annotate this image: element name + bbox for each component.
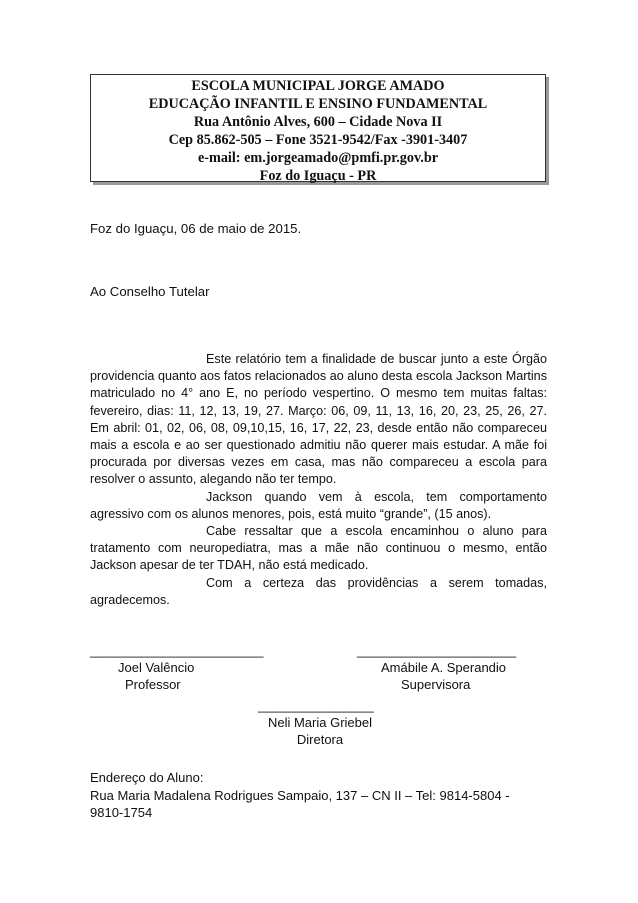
signer-role: Diretora — [296, 732, 344, 747]
school-phone: Cep 85.862-505 – Fone 3521-9542/Fax -3901-3407 — [168, 132, 468, 149]
signature-professor — [90, 642, 266, 693]
school-name: ESCOLA MUNICIPAL JORGE AMADO — [191, 78, 445, 94]
body-paragraph: Com a certeza das providências a serem tomadas, agradecemos. — [90, 575, 547, 607]
signer-name: Neli Maria Griebel — [267, 715, 373, 730]
signer-name: Joel Valêncio — [118, 660, 195, 675]
address-line: 9810-1754 — [90, 805, 153, 820]
address-label: Endereço do Aluno: — [90, 770, 204, 785]
school-level: EDUCAÇÃO INFANTIL E ENSINO FUNDAMENTAL — [148, 96, 488, 113]
signature-supervisor — [357, 642, 527, 693]
recipient-line: Ao Conselho Tutelar — [90, 284, 210, 299]
address-line: Rua Maria Madalena Rodrigues Sampaio, 137 – CN II – Tel: 9814-5804 - — [90, 787, 510, 803]
letter-body — [90, 351, 547, 609]
school-city: Foz do Iguaçu - PR — [259, 168, 377, 185]
signer-name: Amábile A. Sperandio — [381, 660, 507, 675]
signature-line: ______________________ — [357, 643, 517, 658]
signature-line: ________________ — [258, 698, 374, 713]
school-email: e-mail: em.jorgeamado@pmfi.pr.gov.br — [197, 150, 439, 167]
body-paragraph: Cabe ressaltar que a escola encaminhou o aluno para tratamento com neuropediatra, mas a mãe não continuou o mesmo, então Jackson apesar de ter TDAH, não está medicado. — [90, 524, 547, 573]
body-paragraph: Este relatório tem a finalidade de buscar junto a este Órgão providencia quanto aos fatos relacionados ao aluno desta escola Jackson Martins matriculado no 4° ano E, no período vespertino. O mesmo tem muitas faltas: fevereiro, dias: 11, 12, 13, 19, 27. Março: 06, 09, 11, 13, 16, 20, 23, 25, 26, 27. Em abril: 01, 02, 06, 08, 09,10,15, 16, 17, 22, 23, desde então não compareceu mais a escola e ao ser questionado admitiu não querer mais estudar. A mãe foi procurada por diversas vezes em casa, mas não compareceu a escola para resolver o assunto, alegando não ter tempo. — [90, 352, 547, 487]
student-address — [90, 769, 550, 822]
signer-role: Supervisora — [401, 677, 471, 692]
signature-director — [250, 697, 390, 748]
signature-line: ________________________ — [90, 643, 264, 658]
school-street: Rua Antônio Alves, 600 – Cidade Nova II — [193, 114, 443, 131]
body-paragraph: Jackson quando vem à escola, tem comportamento agressivo com os alunos menores, pois, está muito “grande”, (15 anos). — [90, 489, 547, 521]
signer-role: Professor — [125, 677, 181, 692]
school-letterhead — [90, 74, 546, 185]
date-line: Foz do Iguaçu, 06 de maio de 2015. — [90, 221, 302, 236]
